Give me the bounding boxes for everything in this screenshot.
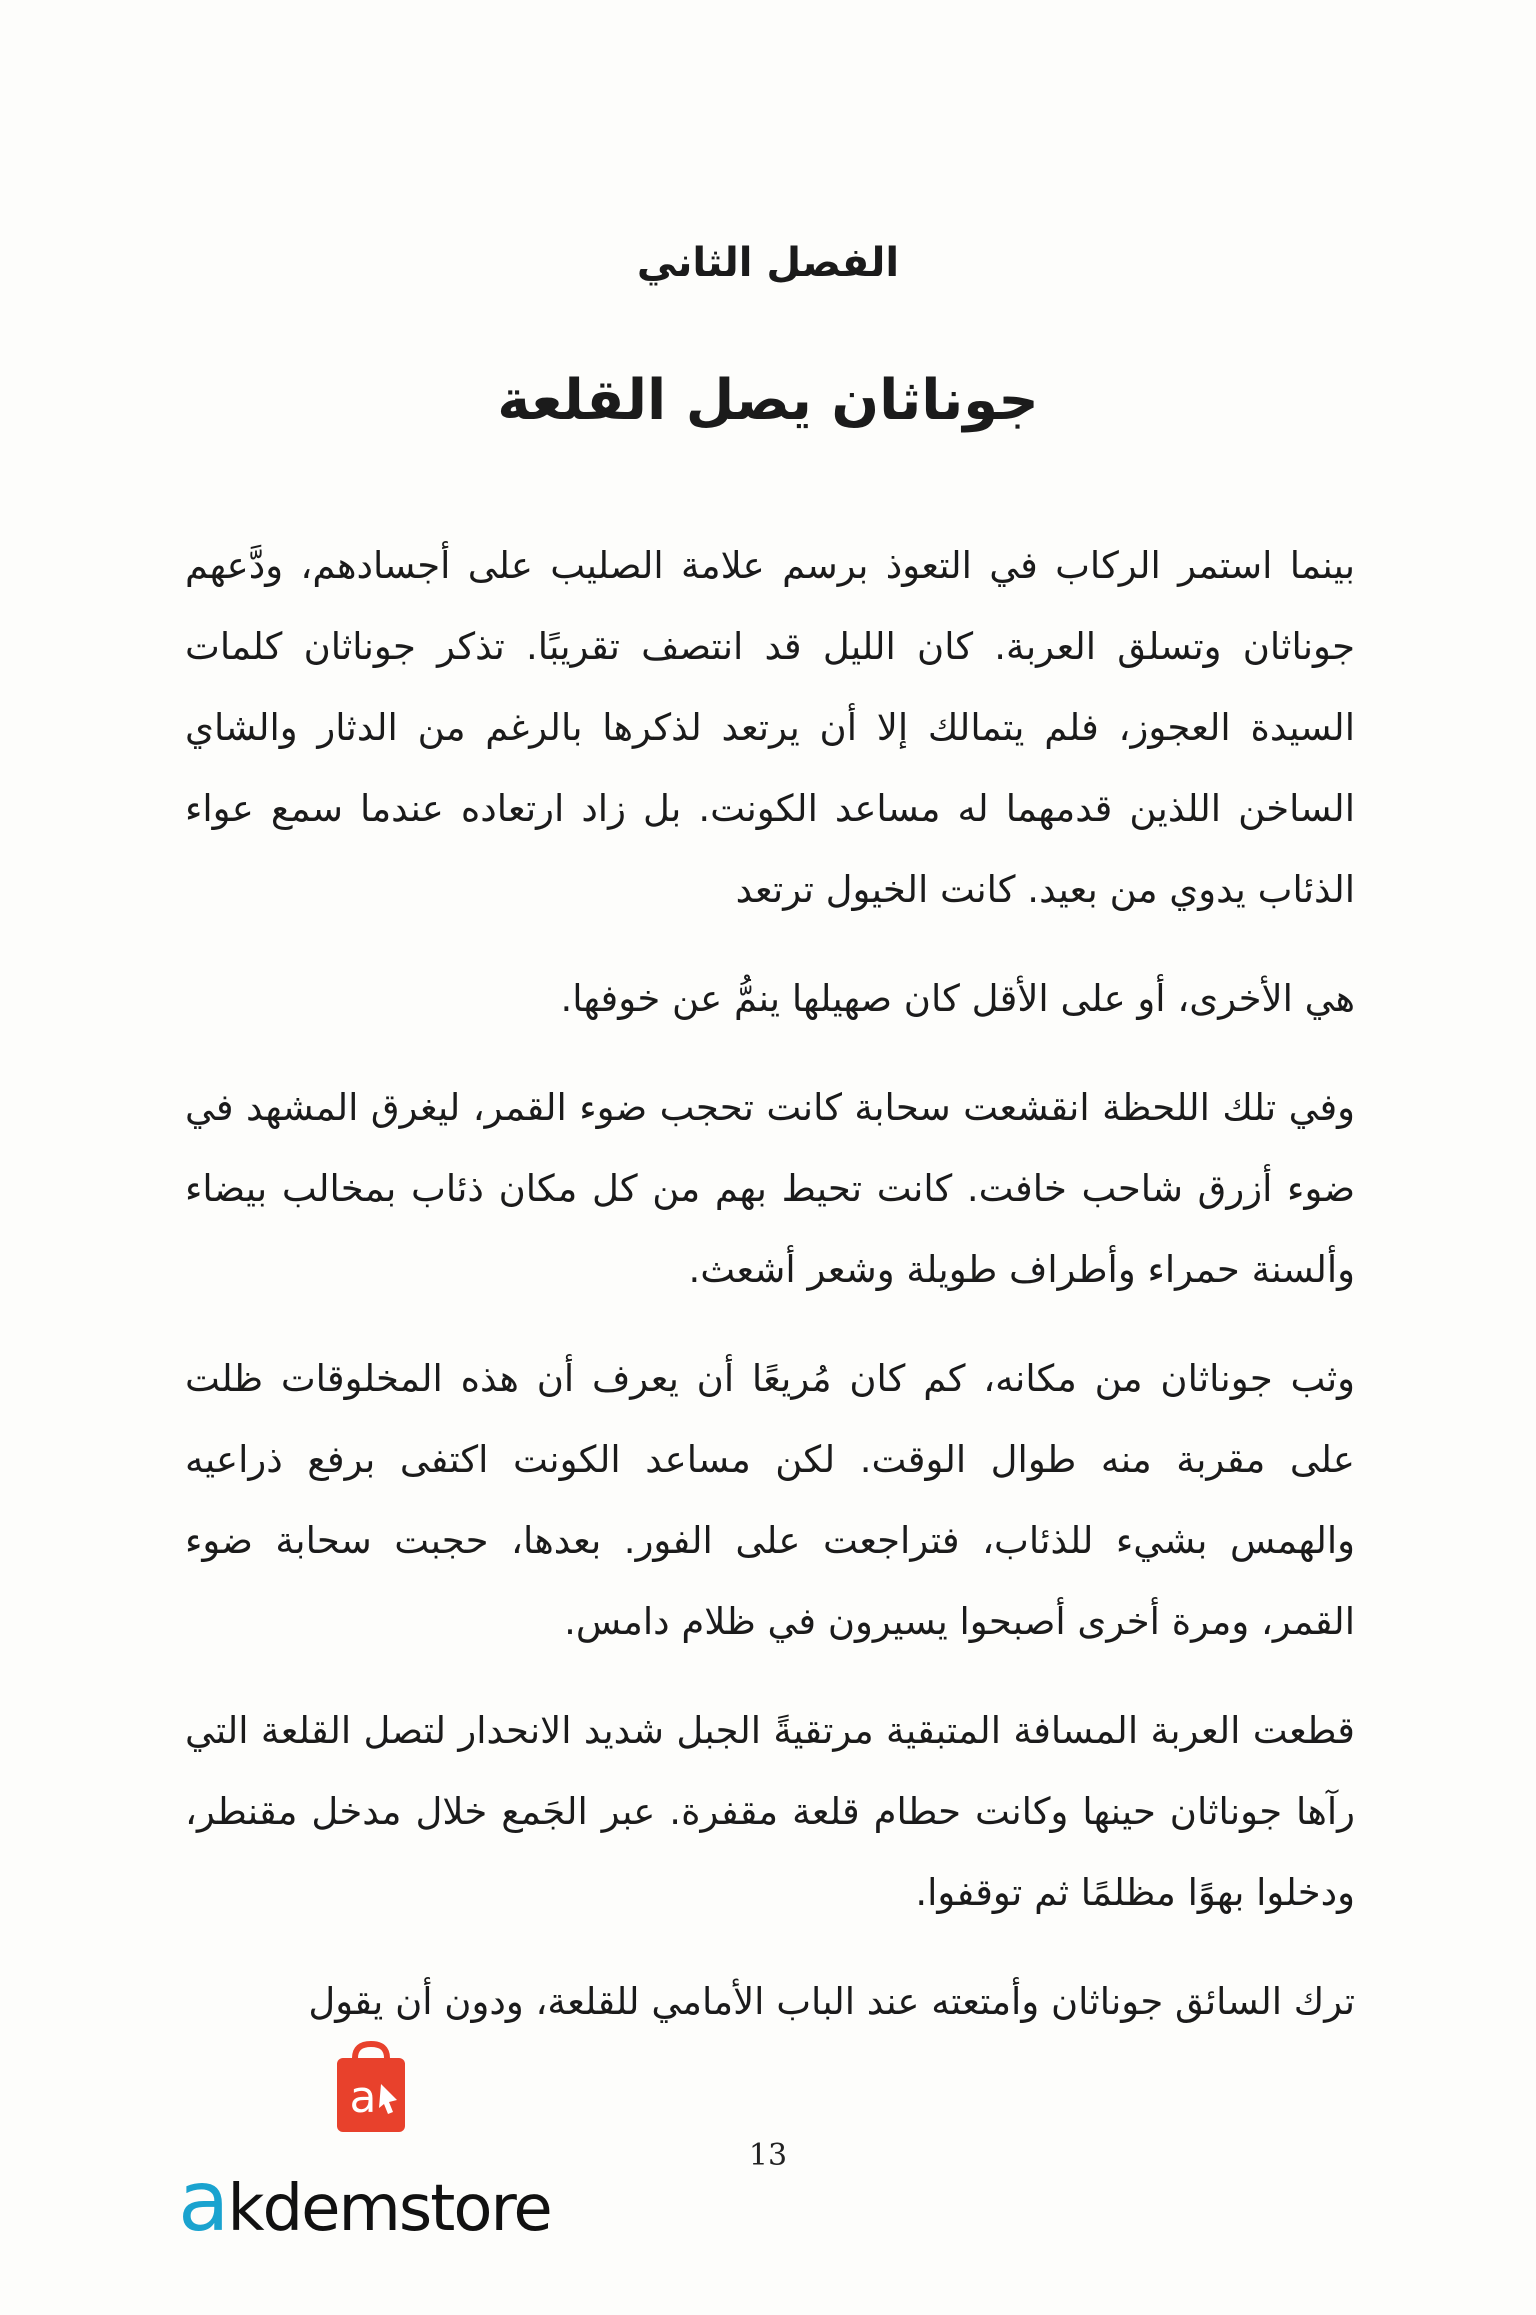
watermark-brand-a: a (178, 2152, 228, 2250)
paragraph: بينما استمر الركاب في التعوذ برسم علامة الصليب على أجسادهم، ودَّعهم جوناثان وتسلق العربة. كان الليل قد انتصف تقريبًا. تذكر جوناثان كلمات السيدة العجوز، فلم يتمالك إلا أن يرتعد لذكرها بالرغم من الدثار والشاي الساخن اللذين قدمهما له مساعد الكونت. بل زاد ارتعاده عندما سمع عواء الذئاب يدوي من بعيد. كانت الخيول ترتعد (185, 544, 1355, 911)
svg-text:a: a (349, 2072, 377, 2123)
paragraph: وفي تلك اللحظة انقشعت سحابة كانت تحجب ضوء القمر، ليغرق المشهد في ضوء أزرق شاحب خافت. كانت تحيط بهم من كل مكان ذئاب بمخالب بيضاء وألسنة حمراء وأطراف طويلة وشعر أشعث. (185, 1086, 1355, 1291)
store-watermark (178, 2040, 618, 2250)
paragraph: ترك السائق جوناثان وأمتعته عند الباب الأمامي للقلعة، ودون أن يقول (308, 1980, 1355, 2023)
chapter-title: جوناثان يصل القلعة (497, 368, 1039, 433)
chapter-label: الفصل الثاني (636, 240, 900, 286)
paragraph: هي الأخرى، أو على الأقل كان صهيلها ينمُّ عن خوفها. (560, 977, 1355, 1020)
book-cart-icon (333, 2040, 409, 2136)
page-number: 13 (748, 2138, 788, 2173)
watermark-text (178, 2152, 618, 2250)
paragraph: وثب جوناثان من مكانه، كم كان مُريعًا أن يعرف أن هذه المخلوقات ظلت على مقربة منه طوال الوقت. لكن مساعد الكونت اكتفى برفع ذراعيه والهمس بشيء للذئاب، فتراجعت على الفور. بعدها، حجبت سحابة ضوء القمر، ومرة أخرى أصبحوا يسيرون في ظلام دامس. (185, 1357, 1355, 1643)
watermark-brand-rest: kdemstore (227, 2172, 551, 2246)
paragraph: قطعت العربة المسافة المتبقية مرتقيةً الجبل شديد الانحدار لتصل القلعة التي رآها جوناثان حينها وكانت حطام قلعة مقفرة. عبر الجَمع خلال مدخل مقنطر، ودخلوا بهوًا مظلمًا ثم توقفوا. (185, 1709, 1355, 1914)
body-text (185, 525, 1355, 2070)
